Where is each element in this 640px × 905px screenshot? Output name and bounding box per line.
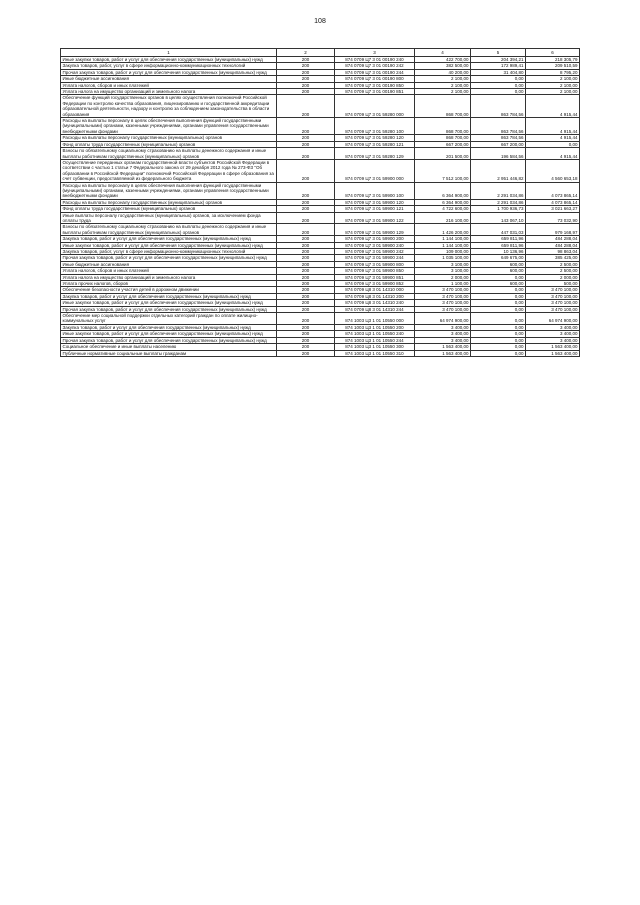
admin-code-cell: 200 — [277, 324, 335, 330]
unexecuted-amount-cell: 64 974 900,00 — [526, 313, 580, 325]
expense-name-cell: Иные закупки товаров, работ и услуг для обеспечения государственных (муниципальных) нужд — [61, 331, 277, 337]
budget-classification-code-cell: 874 0709 Ц7 3 01 59900 242 — [335, 249, 415, 255]
expense-name-cell: Обеспечение мер социальной поддержки отдельных категорий граждан по оплате жилищно-коммунальных услуг — [61, 313, 277, 325]
executed-amount-cell: 2 951 446,82 — [471, 159, 526, 182]
budget-classification-code-cell: 874 0709 Ц7 3 01 59900 121 — [335, 206, 415, 212]
approved-amount-cell: 109 000,00 — [415, 249, 471, 255]
column-header-1: 1 — [61, 49, 277, 57]
expense-name-cell: Расходы на выплаты персоналу в целях обеспечения выполнения функций государственными (муниципальными) органами, казенными учреждениями, органами управления государственными внебюджетными фондами — [61, 182, 277, 199]
unexecuted-amount-cell: 500,00 — [526, 281, 580, 287]
unexecuted-amount-cell: 3 470 100,00 — [526, 300, 580, 306]
budget-classification-code-cell: 874 0709 Ц7 3 01 59900 120 — [335, 199, 415, 205]
expense-name-cell: Прочая закупка товаров, работ и услуг для обеспечения государственных (муниципальных) нужд — [61, 255, 277, 261]
unexecuted-amount-cell: 218 305,79 — [526, 57, 580, 63]
expense-name-cell: Осуществление переданных органам государственной власти субъектов Российской Федерации в соответствии с частью 1 статьи 7 Федерального закона от 29 декабря 2012 года № 273-ФЗ "Об образовании в Российской Федерации" полномочий Российской Федерации в сфере образования за счет субвенции, предоставляемой из федерального бюджета — [61, 159, 277, 182]
budget-classification-code-cell: 874 0709 Ц7 3 01 59900 800 — [335, 261, 415, 267]
unexecuted-amount-cell: 4 560 653,18 — [526, 159, 580, 182]
admin-code-cell: 200 — [277, 350, 335, 356]
admin-code-cell: 200 — [277, 287, 335, 293]
table-header-row — [61, 49, 580, 57]
expense-name-cell: Уплата налога на имущество организаций и земельного налога — [61, 274, 277, 280]
budget-execution-table — [60, 48, 580, 357]
expense-name-cell: Прочая закупка товаров, работ и услуг для обеспечения государственных (муниципальных) нужд — [61, 337, 277, 343]
admin-code-cell: 200 — [277, 69, 335, 75]
approved-amount-cell: 4 722 600,00 — [415, 206, 471, 212]
executed-amount-cell: 196 584,56 — [471, 148, 526, 160]
expense-name-cell: Расходы на выплаты персоналу государственных (муниципальных) органов — [61, 135, 277, 141]
unexecuted-amount-cell: 3 021 663,27 — [526, 206, 580, 212]
approved-amount-cell: 6 364 900,00 — [415, 182, 471, 199]
executed-amount-cell: 600,00 — [471, 261, 526, 267]
budget-classification-code-cell: 874 0709 Ц7 3 01 59900 244 — [335, 255, 415, 261]
budget-classification-code-cell: 874 1003 Ц3 1 01 10550 200 — [335, 324, 415, 330]
admin-code-cell: 200 — [277, 236, 335, 242]
executed-amount-cell: 0,00 — [471, 324, 526, 330]
executed-amount-cell: 0,00 — [471, 274, 526, 280]
executed-amount-cell: 0,00 — [471, 313, 526, 325]
expense-name-cell: Расходы на выплаты персоналу в целях обеспечения выполнения функций государственными (муниципальными) органами, казенными учреждениями, органами управления государственными внебюджетными фондами — [61, 118, 277, 135]
unexecuted-amount-cell: 8 795,20 — [526, 69, 580, 75]
column-header-2: 2 — [277, 49, 335, 57]
expense-name-cell: Уплата налога на имущество организаций и земельного налога — [61, 89, 277, 95]
executed-amount-cell: 0,00 — [471, 287, 526, 293]
expense-name-cell: Фонд оплаты труда государственных (муниципальных) органов — [61, 141, 277, 147]
admin-code-cell: 200 — [277, 82, 335, 88]
executed-amount-cell: 600,00 — [471, 268, 526, 274]
budget-classification-code-cell: 874 0709 Ц7 3 01 59280 129 — [335, 148, 415, 160]
unexecuted-amount-cell: 4 915,44 — [526, 148, 580, 160]
expense-name-cell: Иные закупки товаров, работ и услуг для обеспечения государственных (муниципальных) нужд — [61, 242, 277, 248]
expense-name-cell: Прочая закупка товаров, работ и услуг для обеспечения государственных (муниципальных) нужд — [61, 69, 277, 75]
executed-amount-cell: 649 675,00 — [471, 255, 526, 261]
admin-code-cell: 200 — [277, 95, 335, 118]
executed-amount-cell: 600,00 — [471, 281, 526, 287]
unexecuted-amount-cell: 3 400,00 — [526, 337, 580, 343]
budget-classification-code-cell: 874 0709 Ц8 3 01 14310 244 — [335, 306, 415, 312]
admin-code-cell: 200 — [277, 89, 335, 95]
column-header-4: 4 — [415, 49, 471, 57]
unexecuted-amount-cell: 0,00 — [526, 141, 580, 147]
admin-code-cell: 200 — [277, 63, 335, 69]
executed-amount-cell: 31 404,80 — [471, 69, 526, 75]
admin-code-cell: 200 — [277, 141, 335, 147]
expense-name-cell: Взносы по обязательному социальному страхованию на выплаты денежного содержания и иные выплаты работникам государственных (муниципальных) органов — [61, 148, 277, 160]
approved-amount-cell: 3 100,00 — [415, 261, 471, 267]
executed-amount-cell: 2 291 034,86 — [471, 182, 526, 199]
budget-classification-code-cell: 874 0709 Ц7 3 01 00190 244 — [335, 69, 415, 75]
executed-amount-cell: 204 394,21 — [471, 57, 526, 63]
budget-classification-code-cell: 874 0709 Ц7 3 01 59900 129 — [335, 224, 415, 236]
admin-code-cell: 200 — [277, 118, 335, 135]
approved-amount-cell: 2 100,00 — [415, 89, 471, 95]
expense-name-cell: Социальное обеспечение и иные выплаты населению — [61, 344, 277, 350]
executed-amount-cell: 0,00 — [471, 306, 526, 312]
unexecuted-amount-cell: 484 288,04 — [526, 236, 580, 242]
budget-classification-code-cell: 874 0709 Ц7 3 01 59280 121 — [335, 141, 415, 147]
approved-amount-cell: 2 000,00 — [415, 274, 471, 280]
approved-amount-cell: 667 200,00 — [415, 141, 471, 147]
admin-code-cell: 200 — [277, 313, 335, 325]
admin-code-cell: 200 — [277, 261, 335, 267]
approved-amount-cell: 64 974 900,00 — [415, 313, 471, 325]
expense-name-cell: Взносы по обязательному социальному страхованию на выплаты денежного содержания и иные выплаты работникам государственных (муниципальных) органов — [61, 224, 277, 236]
budget-classification-code-cell: 874 0709 Ц7 3 01 59280 120 — [335, 135, 415, 141]
expense-name-cell: Закупка товаров, работ, услуг в сфере информационно-коммуникационных технологий — [61, 63, 277, 69]
approved-amount-cell: 3 400,00 — [415, 337, 471, 343]
column-header-3: 3 — [335, 49, 415, 57]
budget-classification-code-cell: 874 0709 Ц7 3 01 59900 122 — [335, 212, 415, 224]
executed-amount-cell: 2 291 034,86 — [471, 199, 526, 205]
unexecuted-amount-cell: 1 563 400,00 — [526, 350, 580, 356]
admin-code-cell: 200 — [277, 274, 335, 280]
budget-classification-code-cell: 874 0709 Ц8 3 01 14310 000 — [335, 287, 415, 293]
unexecuted-amount-cell: 98 863,04 — [526, 249, 580, 255]
table-row — [61, 313, 580, 325]
approved-amount-cell: 7 512 100,00 — [415, 159, 471, 182]
unexecuted-amount-cell: 2 000,00 — [526, 274, 580, 280]
column-header-5: 5 — [471, 49, 526, 57]
admin-code-cell: 200 — [277, 182, 335, 199]
expense-name-cell: Обеспечение безопасности участия детей в дорожном движении — [61, 287, 277, 293]
executed-amount-cell: 863 784,56 — [471, 135, 526, 141]
executed-amount-cell: 0,00 — [471, 89, 526, 95]
unexecuted-amount-cell: 3 470 100,00 — [526, 306, 580, 312]
executed-amount-cell: 659 811,96 — [471, 236, 526, 242]
executed-amount-cell: 1 700 936,73 — [471, 206, 526, 212]
admin-code-cell: 200 — [277, 199, 335, 205]
approved-amount-cell: 3 470 100,00 — [415, 300, 471, 306]
unexecuted-amount-cell: 4 915,44 — [526, 135, 580, 141]
admin-code-cell: 200 — [277, 281, 335, 287]
executed-amount-cell: 667 200,00 — [471, 141, 526, 147]
budget-classification-code-cell: 874 1003 Ц3 1 01 10550 000 — [335, 313, 415, 325]
unexecuted-amount-cell: 3 470 100,00 — [526, 287, 580, 293]
admin-code-cell: 200 — [277, 57, 335, 63]
approved-amount-cell: 3 470 100,00 — [415, 306, 471, 312]
expense-name-cell: Фонд оплаты труда государственных (муниципальных) органов — [61, 206, 277, 212]
admin-code-cell: 200 — [277, 293, 335, 299]
page-number: 108 — [314, 18, 326, 25]
unexecuted-amount-cell: 2 100,00 — [526, 76, 580, 82]
admin-code-cell: 200 — [277, 306, 335, 312]
budget-classification-code-cell: 874 0709 Ц7 3 01 59280 100 — [335, 118, 415, 135]
unexecuted-amount-cell: 2 100,00 — [526, 89, 580, 95]
expense-name-cell: Закупка товаров, работ и услуг для обеспечения государственных (муниципальных) нужд — [61, 324, 277, 330]
approved-amount-cell: 868 700,00 — [415, 135, 471, 141]
executed-amount-cell: 863 784,56 — [471, 118, 526, 135]
executed-amount-cell: 0,00 — [471, 76, 526, 82]
unexecuted-amount-cell: 385 425,00 — [526, 255, 580, 261]
approved-amount-cell: 1 563 400,00 — [415, 344, 471, 350]
unexecuted-amount-cell: 2 500,00 — [526, 268, 580, 274]
budget-classification-code-cell: 874 1003 Ц3 1 01 10550 244 — [335, 337, 415, 343]
executed-amount-cell: 0,00 — [471, 82, 526, 88]
unexecuted-amount-cell: 4 073 865,14 — [526, 182, 580, 199]
admin-code-cell: 200 — [277, 300, 335, 306]
unexecuted-amount-cell: 209 510,59 — [526, 63, 580, 69]
executed-amount-cell: 659 811,96 — [471, 242, 526, 248]
expense-name-cell: Уплата налогов, сборов и иных платежей — [61, 82, 277, 88]
executed-amount-cell: 0,00 — [471, 300, 526, 306]
budget-classification-code-cell: 874 0709 Ц7 3 01 59900 850 — [335, 268, 415, 274]
approved-amount-cell: 1 426 200,00 — [415, 224, 471, 236]
admin-code-cell: 200 — [277, 212, 335, 224]
approved-amount-cell: 3 400,00 — [415, 331, 471, 337]
expense-name-cell: Обеспечение функций государственных органов в целях осуществления полномочий Российской Федерации по контролю качества образования, лицензированию и государственной аккредитации образовательной деятельности, надзору и контролю за соблюдением законодательства в области образования — [61, 95, 277, 118]
executed-amount-cell: 863 784,56 — [471, 95, 526, 118]
table-row — [61, 224, 580, 236]
budget-classification-code-cell: 874 1003 Ц3 1 01 10550 240 — [335, 331, 415, 337]
approved-amount-cell: 216 100,00 — [415, 212, 471, 224]
approved-amount-cell: 3 400,00 — [415, 324, 471, 330]
approved-amount-cell: 6 364 900,00 — [415, 199, 471, 205]
executed-amount-cell: 0,00 — [471, 293, 526, 299]
budget-classification-code-cell: 874 0709 Ц7 3 01 00190 800 — [335, 76, 415, 82]
executed-amount-cell: 172 989,41 — [471, 63, 526, 69]
approved-amount-cell: 201 500,00 — [415, 148, 471, 160]
executed-amount-cell: 0,00 — [471, 337, 526, 343]
budget-classification-code-cell: 874 0709 Ц7 3 01 59900 000 — [335, 159, 415, 182]
budget-classification-code-cell: 874 1003 Ц3 1 01 10550 310 — [335, 350, 415, 356]
approved-amount-cell: 2 100,00 — [415, 76, 471, 82]
budget-classification-code-cell: 874 0709 Ц7 3 01 00190 850 — [335, 82, 415, 88]
budget-classification-code-cell: 874 0709 Ц7 3 01 59900 852 — [335, 281, 415, 287]
expense-name-cell: Закупка товаров, работ и услуг для обеспечения государственных (муниципальных) нужд — [61, 293, 277, 299]
expense-name-cell: Публичные нормативные социальные выплаты гражданам — [61, 350, 277, 356]
admin-code-cell: 200 — [277, 331, 335, 337]
budget-classification-code-cell: 874 0709 Ц7 3 01 59900 200 — [335, 236, 415, 242]
table-row — [61, 212, 580, 224]
executed-amount-cell: 10 136,96 — [471, 249, 526, 255]
budget-classification-code-cell: 874 0709 Ц8 3 01 14310 200 — [335, 293, 415, 299]
admin-code-cell: 200 — [277, 344, 335, 350]
expense-name-cell: Прочая закупка товаров, работ и услуг для обеспечения государственных (муниципальных) нужд — [61, 306, 277, 312]
approved-amount-cell: 868 700,00 — [415, 95, 471, 118]
approved-amount-cell: 868 700,00 — [415, 118, 471, 135]
approved-amount-cell: 3 470 100,00 — [415, 293, 471, 299]
admin-code-cell: 200 — [277, 148, 335, 160]
expense-name-cell: Иные закупки товаров, работ и услуг для обеспечения государственных (муниципальных) нужд — [61, 300, 277, 306]
approved-amount-cell: 2 100,00 — [415, 82, 471, 88]
unexecuted-amount-cell: 3 470 100,00 — [526, 293, 580, 299]
approved-amount-cell: 1 100,00 — [415, 281, 471, 287]
budget-classification-code-cell: 874 0709 Ц7 3 01 00190 242 — [335, 63, 415, 69]
table-body — [61, 57, 580, 357]
budget-classification-code-cell: 874 1003 Ц3 1 01 10550 300 — [335, 344, 415, 350]
budget-classification-code-cell: 874 0709 Ц7 3 01 59900 240 — [335, 242, 415, 248]
approved-amount-cell: 422 700,00 — [415, 57, 471, 63]
unexecuted-amount-cell: 3 400,00 — [526, 324, 580, 330]
table-row — [61, 95, 580, 118]
admin-code-cell: 200 — [277, 159, 335, 182]
budget-classification-code-cell: 874 0709 Ц7 3 01 00190 851 — [335, 89, 415, 95]
table-row — [61, 182, 580, 199]
unexecuted-amount-cell: 3 400,00 — [526, 331, 580, 337]
unexecuted-amount-cell: 1 563 400,00 — [526, 344, 580, 350]
expense-name-cell: Иные закупки товаров, работ и услуг для обеспечения государственных (муниципальных) нужд — [61, 57, 277, 63]
table-row — [61, 118, 580, 135]
executed-amount-cell: 0,00 — [471, 344, 526, 350]
approved-amount-cell: 3 470 100,00 — [415, 287, 471, 293]
admin-code-cell: 200 — [277, 224, 335, 236]
approved-amount-cell: 1 035 100,00 — [415, 255, 471, 261]
approved-amount-cell: 40 200,00 — [415, 69, 471, 75]
table-row — [61, 350, 580, 356]
admin-code-cell: 200 — [277, 135, 335, 141]
admin-code-cell: 200 — [277, 337, 335, 343]
admin-code-cell: 200 — [277, 242, 335, 248]
expense-name-cell: Закупка товаров, работ и услуг для обеспечения государственных (муниципальных) нужд — [61, 236, 277, 242]
budget-classification-code-cell: 874 0709 Ц7 3 01 59900 100 — [335, 182, 415, 199]
budget-classification-code-cell: 874 0709 Ц8 3 01 14310 240 — [335, 300, 415, 306]
column-header-6: 6 — [526, 49, 580, 57]
executed-amount-cell: 0,00 — [471, 331, 526, 337]
unexecuted-amount-cell: 4 915,44 — [526, 95, 580, 118]
admin-code-cell: 200 — [277, 76, 335, 82]
admin-code-cell: 200 — [277, 249, 335, 255]
admin-code-cell: 200 — [277, 268, 335, 274]
unexecuted-amount-cell: 4 915,44 — [526, 118, 580, 135]
budget-classification-code-cell: 874 0709 Ц7 3 01 59280 000 — [335, 95, 415, 118]
unexecuted-amount-cell: 979 168,97 — [526, 224, 580, 236]
table-row — [61, 159, 580, 182]
expense-name-cell: Уплата прочих налогов, сборов — [61, 281, 277, 287]
expense-name-cell: Расходы на выплаты персоналу государственных (муниципальных) органов — [61, 199, 277, 205]
expense-name-cell: Закупка товаров, работ, услуг в сфере информационно-коммуникационных технологий — [61, 249, 277, 255]
expense-name-cell: Иные выплаты персоналу государственных (муниципальных) органов, за исключением фонда оплаты труда — [61, 212, 277, 224]
budget-classification-code-cell: 874 0709 Ц7 3 01 00190 240 — [335, 57, 415, 63]
executed-amount-cell: 447 031,03 — [471, 224, 526, 236]
approved-amount-cell: 1 144 100,00 — [415, 236, 471, 242]
executed-amount-cell: 143 067,10 — [471, 212, 526, 224]
executed-amount-cell: 0,00 — [471, 350, 526, 356]
expense-name-cell: Уплата налогов, сборов и иных платежей — [61, 268, 277, 274]
admin-code-cell: 200 — [277, 206, 335, 212]
budget-classification-code-cell: 874 0709 Ц7 3 01 59900 851 — [335, 274, 415, 280]
unexecuted-amount-cell: 2 500,00 — [526, 261, 580, 267]
approved-amount-cell: 382 500,00 — [415, 63, 471, 69]
admin-code-cell: 200 — [277, 255, 335, 261]
unexecuted-amount-cell: 4 073 865,14 — [526, 199, 580, 205]
unexecuted-amount-cell: 73 032,90 — [526, 212, 580, 224]
unexecuted-amount-cell: 2 100,00 — [526, 82, 580, 88]
approved-amount-cell: 1 563 400,00 — [415, 350, 471, 356]
expense-name-cell: Иные бюджетные ассигнования — [61, 261, 277, 267]
approved-amount-cell: 1 144 100,00 — [415, 242, 471, 248]
expense-name-cell: Иные бюджетные ассигнования — [61, 76, 277, 82]
table-row — [61, 148, 580, 160]
approved-amount-cell: 3 100,00 — [415, 268, 471, 274]
unexecuted-amount-cell: 484 288,04 — [526, 242, 580, 248]
